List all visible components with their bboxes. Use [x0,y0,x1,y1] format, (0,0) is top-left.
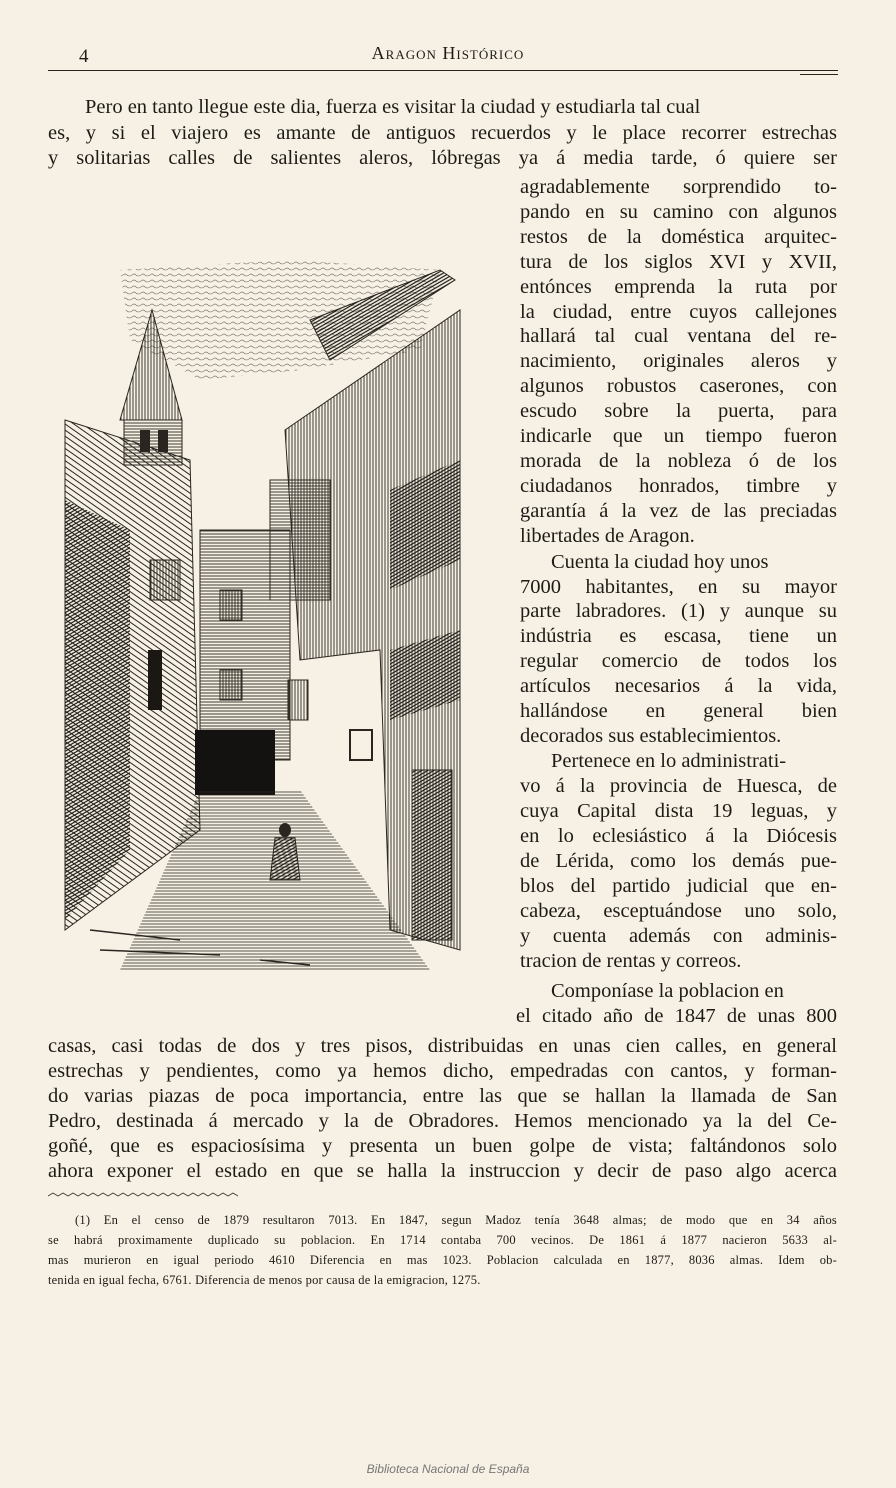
body-line-38: casas, casi todas de dos y tres pisos, distribuidas en unas cien calles, en general [48,1035,837,1057]
body-line-16: ciudadanos honrados, timbre y [520,475,837,497]
library-credit: Biblioteca Nacional de España [366,1462,530,1476]
body-line-22: indústria es escasa, tiene un [520,625,837,647]
footnote-line-1: (1) En el censo de 1879 resultaron 7013. En 1847, segun Madoz tenía 3648 almas; de modo que en 34 años [75,1213,837,1227]
running-title: Aragon Histórico [371,43,525,63]
body-line-24: artículos necesarios á la vida, [520,675,837,697]
body-line-8: entónces emprenda la ruta por [520,276,837,298]
body-line-11: nacimiento, originales aleros y [520,350,837,372]
body-line-30: en lo eclesiástico á la Diócesis [520,825,837,847]
body-line-25: hallándose en general bien [520,700,837,722]
body-line-10: hallará tal cual ventana del re- [520,325,837,347]
body-line-1: Pero en tanto llegue este dia, fuerza es visitar la ciudad y estudiarla tal cual [85,96,701,118]
body-line-15: morada de la nobleza ó de los [520,450,837,472]
body-line-5: pando en su camino con algunos [520,201,837,223]
body-line-31: de Lérida, como los demás pue- [520,850,837,872]
body-line-12: algunos robustos caserones, con [520,375,837,397]
body-line-6: restos de la doméstica arquitec- [520,226,837,248]
header-rule [48,70,838,71]
street-illustration [60,230,470,975]
footnote-line-3: mas murieron en igual periodo 4610 Diferencia en mas 1023. Poblacion calculada en 1877, 8036 almas. Idem ob- [48,1253,837,1267]
body-line-23: regular comercio de todos los [520,650,837,672]
body-line-34: y cuenta además con adminis- [520,925,837,947]
body-line-40: do varias piazas de poca importancia, entre las que se hallan la llamada de San [48,1085,837,1107]
body-line-32: blos del partido judicial que en- [520,875,837,897]
body-line-41: Pedro, destinada á mercado y la de Obradores. Hemos mencionado ya la del Ce- [48,1110,837,1132]
body-line-7: tura de los siglos XVI y XVII, [520,251,837,273]
body-line-19: Cuenta la ciudad hoy unos [551,551,769,573]
body-line-4: agradablemente sorprendido to- [520,176,837,198]
body-line-2: es, y si el viajero es amante de antiguos recuerdos y le place recorrer estrechas [48,122,837,144]
body-line-17: garantía á la vez de las preciadas [520,500,837,522]
body-line-3: y solitarias calles de salientes aleros, lóbregas ya á media tarde, ó quiere ser [48,147,837,169]
body-line-13: escudo sobre la puerta, para [520,400,837,422]
body-line-29: cuya Capital dista 19 leguas, y [520,800,837,822]
body-line-9: la ciudad, entre cuyos callejones [520,301,837,323]
footnote-line-2: se habrá proximamente duplicado su poblacion. En 1714 contaba 700 vecinos. De 1861 á 1877 nacieron 5633 al- [48,1233,837,1247]
body-line-35: tracion de rentas y correos. [520,950,742,972]
body-line-43: ahora exponer el estado en que se halla la instruccion y decir de paso algo acerca [48,1160,837,1182]
body-line-36: Componíase la poblacion en [551,980,784,1002]
footnote-separator [48,1192,238,1200]
body-line-21: parte labradores. (1) y aunque su [520,600,837,622]
header-rule-short [800,74,838,75]
body-line-27: Pertenece en lo administrati- [551,750,787,772]
body-line-42: goñé, que es espaciosísima y presenta un buen golpe de vista; faltándonos solo [48,1135,837,1157]
footnote-line-4: tenida en igual fecha, 6761. Diferencia de menos por causa de la emigracion, 1275. [48,1273,481,1287]
body-line-26: decorados sus establecimientos. [520,725,782,747]
body-line-39: estrechas y pendientes, como ya hemos dicho, empedradas con cantos, y forman- [48,1060,837,1082]
body-line-28: vo á la provincia de Huesca, de [520,775,837,797]
body-line-14: indicarle que un tiempo fueron [520,425,837,447]
body-line-20: 7000 habitantes, en su mayor [520,576,837,598]
body-line-18: libertades de Aragon. [520,525,695,547]
body-line-33: cabeza, esceptuándose uno solo, [520,900,837,922]
body-line-37: el citado año de 1847 de unas 800 [516,1005,837,1027]
page-number: 4 [79,46,89,67]
